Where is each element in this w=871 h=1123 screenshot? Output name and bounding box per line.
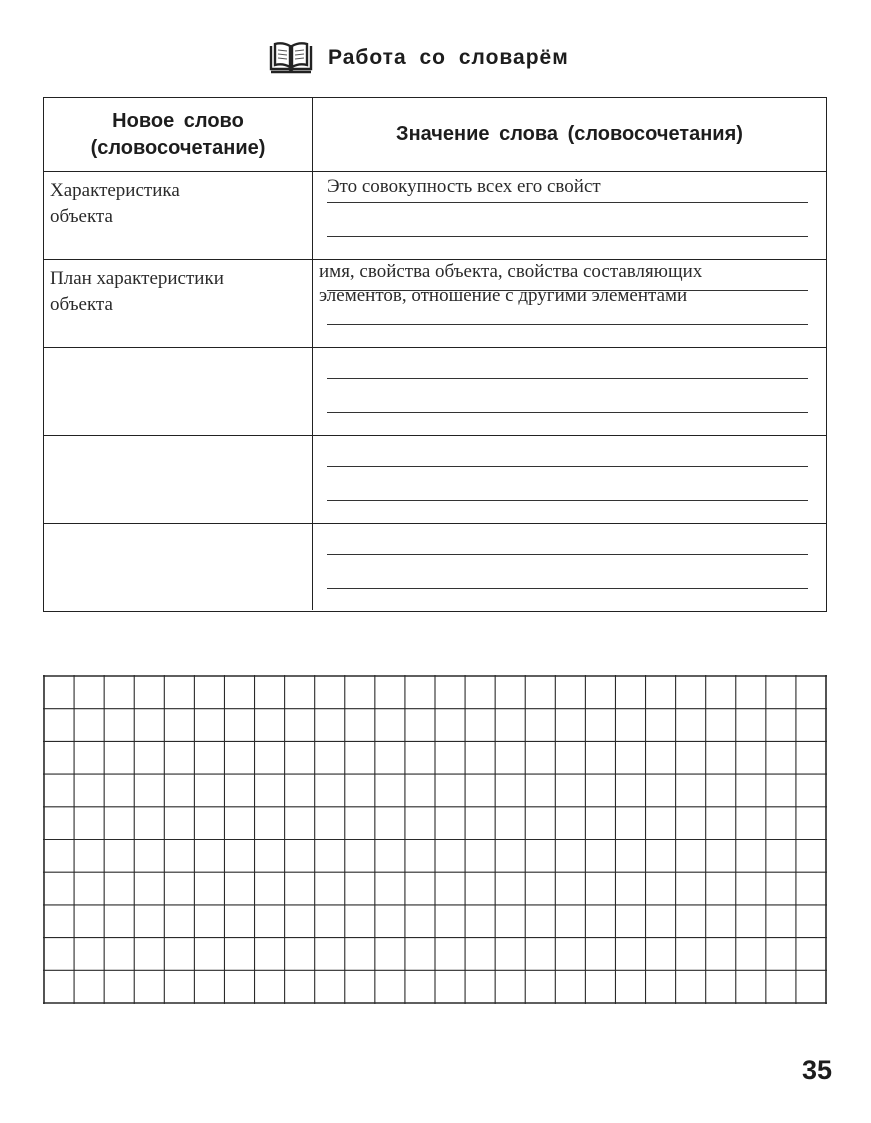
meaning-cell[interactable]	[313, 348, 826, 435]
writing-line	[327, 324, 808, 325]
meaning-text: имя, свойства объекта, свойства составляющих элементов, отношение с другими элементами	[319, 261, 703, 306]
writing-line	[327, 500, 808, 501]
table-row	[44, 259, 826, 347]
term-cell[interactable]	[44, 524, 313, 610]
meaning-cell[interactable]	[313, 172, 826, 259]
writing-line	[327, 466, 808, 467]
meaning-cell[interactable]	[313, 436, 826, 523]
table-row	[44, 523, 826, 610]
table-row	[44, 171, 826, 259]
writing-line	[327, 378, 808, 379]
table-header-row	[44, 98, 826, 171]
grid-lines	[43, 675, 827, 1004]
table-row	[44, 347, 826, 435]
table-row	[44, 435, 826, 523]
column-header-meaning: Значение слова (словосочетания)	[396, 123, 743, 145]
section-header	[268, 38, 569, 78]
meaning-cell[interactable]	[313, 260, 826, 347]
page-number: 35	[801, 1055, 832, 1085]
writing-line	[327, 202, 808, 203]
writing-line	[327, 290, 808, 291]
squared-grid-area[interactable]	[43, 675, 827, 1004]
writing-line	[327, 554, 808, 555]
section-title: Работа со словарём	[328, 46, 569, 69]
term-text: Характеристика объекта	[50, 180, 180, 227]
term-text: План характеристики объекта	[50, 268, 224, 315]
term-cell[interactable]	[44, 260, 313, 347]
writing-line	[327, 588, 808, 589]
vocabulary-table	[43, 97, 827, 612]
open-book-icon	[268, 41, 314, 75]
term-cell[interactable]	[44, 348, 313, 435]
meaning-text: Это совокупность всех его свойст	[327, 176, 601, 197]
meaning-cell[interactable]	[313, 524, 826, 610]
writing-line	[327, 236, 808, 237]
column-header-new-word: Новое слово (словосочетание)	[44, 98, 313, 171]
writing-line	[327, 412, 808, 413]
term-cell[interactable]	[44, 172, 313, 259]
term-cell[interactable]	[44, 436, 313, 523]
